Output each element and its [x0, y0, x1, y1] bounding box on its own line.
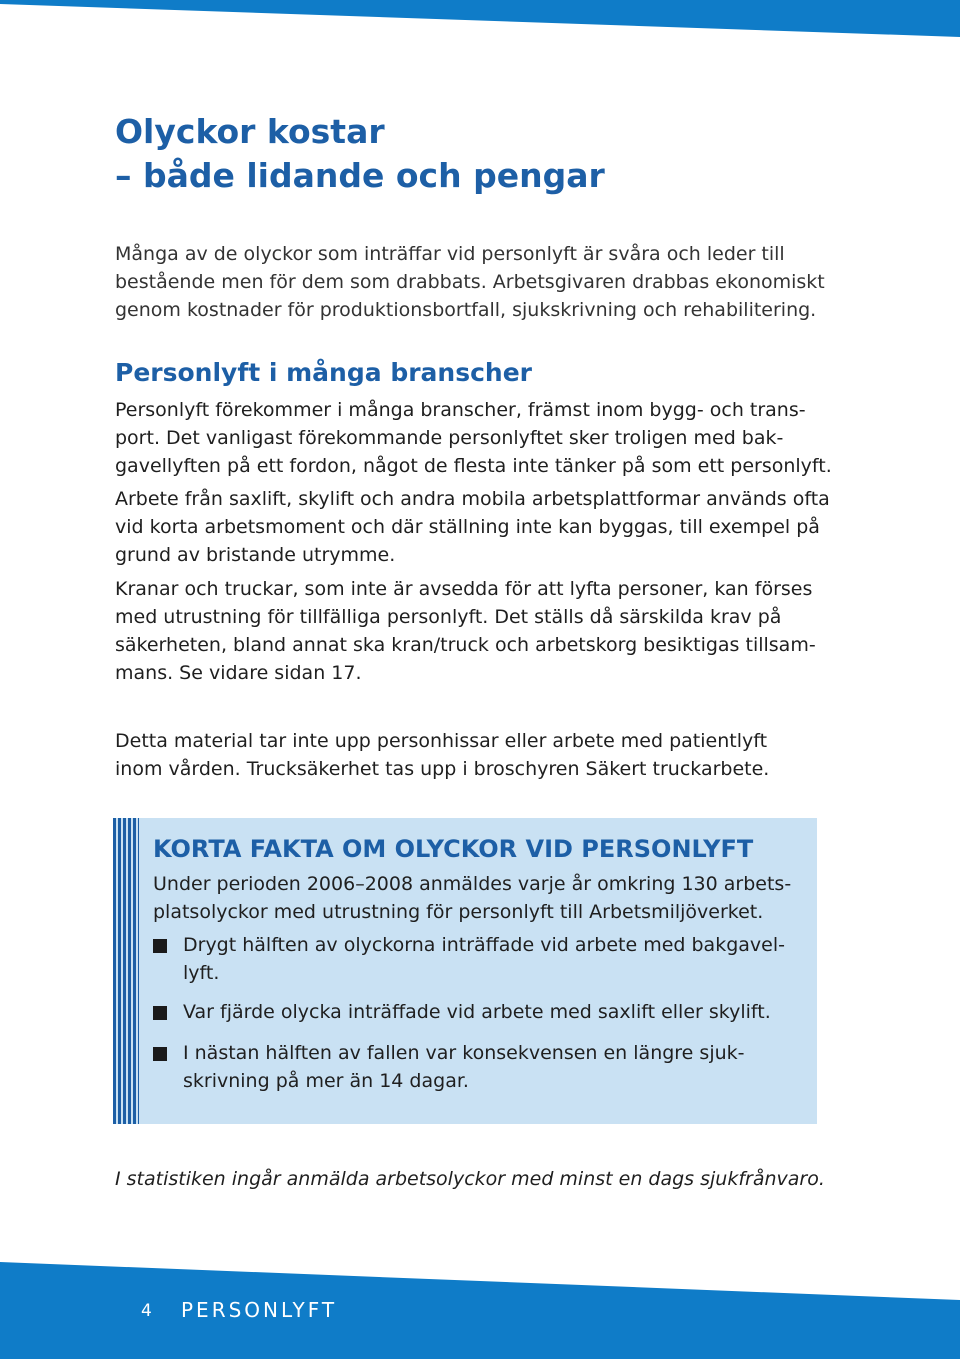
text-line: Var fjärde olycka inträffade vid arbete med saxlift eller skylift.	[183, 1001, 771, 1023]
paragraph-scope	[115, 727, 769, 783]
text-line: Under perioden 2006–2008 anmäldes varje år omkring 130 arbets-	[153, 873, 792, 895]
footer-label: PERSONLYFT	[181, 1298, 338, 1322]
title-line-1: Olyckor kostar	[115, 112, 385, 151]
text-line: platsolyckor med utrustning för personlyft till Arbetsmiljöverket.	[153, 901, 764, 923]
bullet-square-icon	[153, 1006, 167, 1020]
bullet-square-icon	[153, 939, 167, 953]
text-line: Arbete från saxlift, skylift och andra mobila arbetsplattformar används ofta	[115, 488, 830, 510]
text-line: Drygt hälften av olyckorna inträffade vid arbete med bakgavel-	[183, 934, 785, 956]
section-heading: Personlyft i många branscher	[115, 358, 532, 387]
facts-stripe	[113, 818, 139, 1124]
text-line: I nästan hälften av fallen var konsekvensen en längre sjuk-	[183, 1042, 745, 1064]
text-line: Detta material tar inte upp personhissar eller arbete med patientlyft	[115, 730, 768, 752]
intro-line: Många av de olyckor som inträffar vid personlyft är svåra och leder till	[115, 243, 785, 265]
page-number: 4	[141, 1301, 152, 1321]
text-line: säkerheten, bland annat ska kran/truck och arbetskorg besiktigas tillsam-	[115, 634, 816, 656]
paragraph-branscher	[115, 396, 832, 480]
intro-line: bestående men för dem som drabbats. Arbetsgivaren drabbas ekonomiskt	[115, 271, 825, 293]
facts-title: KORTA FAKTA OM OLYCKOR VID PERSONLYFT	[153, 835, 754, 863]
top-blue-band	[0, 0, 960, 50]
text-line: mans. Se vidare sidan 17.	[115, 662, 362, 684]
text-line: vid korta arbetsmoment och där ställning inte kan byggas, till exempel på	[115, 516, 820, 538]
text-line: Kranar och truckar, som inte är avsedda för att lyfta personer, kan förses	[115, 578, 813, 600]
intro-paragraph	[115, 240, 825, 324]
text-line: lyft.	[183, 962, 220, 984]
paragraph-saxlift	[115, 485, 830, 569]
text-line: skrivning på mer än 14 dagar.	[183, 1070, 469, 1092]
text-line: Personlyft förekommer i många branscher, främst inom bygg- och trans-	[115, 399, 806, 421]
intro-line: genom kostnader för produktionsbortfall, sjukskrivning och rehabilitering.	[115, 299, 817, 321]
text-line: inom vården. Trucksäkerhet tas upp i broschyren Säkert truckarbete.	[115, 758, 770, 780]
text-line: port. Det vanligast förekommande personlyftet sker troligen med bak-	[115, 427, 784, 449]
page-title	[115, 110, 605, 198]
text-line: grund av bristande utrymme.	[115, 544, 396, 566]
facts-intro	[153, 870, 791, 926]
paragraph-kranar	[115, 575, 816, 687]
text-line: gavellyften på ett fordon, något de flesta inte tänker på som ett personlyft.	[115, 455, 832, 477]
footnote: I statistiken ingår anmälda arbetsolyckor med minst en dags sjukfrånvaro.	[115, 1168, 825, 1190]
text-line: med utrustning för tillfälliga personlyft. Det ställs då särskilda krav på	[115, 606, 782, 628]
title-line-2: – både lidande och pengar	[115, 156, 605, 195]
bullet-square-icon	[153, 1047, 167, 1061]
